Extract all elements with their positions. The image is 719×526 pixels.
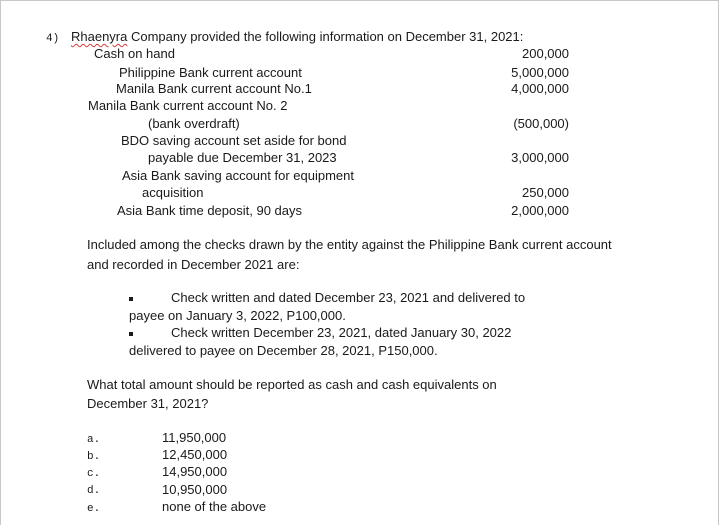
question-intro — [71, 29, 523, 45]
included-line-2: and recorded in December 2021 are: — [87, 257, 300, 272]
question-number: 4) — [46, 33, 60, 45]
choice-e-text[interactable]: none of the above — [162, 499, 267, 514]
item-manila-bank-2-label-cont: (bank overdraft) — [148, 116, 240, 131]
bullet-icon — [129, 332, 133, 336]
bullet-icon — [129, 297, 133, 301]
check-2-line-2: delivered to payee on December 28, 2021, P150,000. — [129, 343, 438, 358]
item-bdo-label-cont: payable due December 31, 2023 — [148, 150, 337, 165]
item-manila-bank-1-amount: 4,000,000 — [511, 81, 569, 96]
choice-a-letter: a. — [87, 434, 101, 446]
item-manila-bank-2-amount: (500,000) — [513, 116, 569, 131]
check-1-line-2: payee on January 3, 2022, P100,000. — [129, 308, 346, 323]
item-philippine-bank-amount: 5,000,000 — [511, 65, 569, 80]
choice-d-text[interactable]: 10,950,000 — [162, 482, 228, 497]
intro-rest: Company provided the following information on December 31, 2021: — [127, 29, 524, 44]
check-1-line-1: Check written and dated December 23, 2021 and delivered to — [171, 290, 526, 305]
item-bdo-label: BDO saving account set aside for bond — [121, 133, 347, 148]
item-cash-on-hand-amount: 200,000 — [522, 46, 569, 61]
item-bdo-amount: 3,000,000 — [511, 150, 569, 165]
choice-c-letter: c. — [87, 468, 101, 480]
item-cash-on-hand-label: Cash on hand — [94, 46, 175, 61]
item-asia-bank-saving-label-cont: acquisition — [142, 185, 204, 200]
included-line-1: Included among the checks drawn by the entity against the Philippine Bank current account — [87, 237, 612, 252]
prompt-line-2: December 31, 2021? — [87, 396, 209, 411]
item-asia-bank-time-amount: 2,000,000 — [511, 203, 569, 218]
item-asia-bank-saving-amount: 250,000 — [522, 185, 569, 200]
check-2-line-1: Check written December 23, 2021, dated January 30, 2022 — [171, 325, 512, 340]
item-asia-bank-time-label: Asia Bank time deposit, 90 days — [117, 203, 302, 218]
item-manila-bank-2-label: Manila Bank current account No. 2 — [88, 98, 288, 113]
choice-c-text[interactable]: 14,950,000 — [162, 464, 228, 479]
choice-b-letter: b. — [87, 451, 101, 463]
item-philippine-bank-label: Philippine Bank current account — [119, 65, 302, 80]
choice-d-letter: d. — [87, 485, 101, 497]
company-name: Rhaenyra — [71, 29, 128, 44]
choice-a-text[interactable]: 11,950,000 — [162, 430, 227, 445]
item-asia-bank-saving-label: Asia Bank saving account for equipment — [122, 168, 354, 183]
item-manila-bank-1-label: Manila Bank current account No.1 — [116, 81, 312, 96]
choice-e-letter: e. — [87, 503, 101, 515]
prompt-line-1: What total amount should be reported as cash and cash equivalents on — [87, 377, 497, 392]
choice-b-text[interactable]: 12,450,000 — [162, 447, 228, 462]
